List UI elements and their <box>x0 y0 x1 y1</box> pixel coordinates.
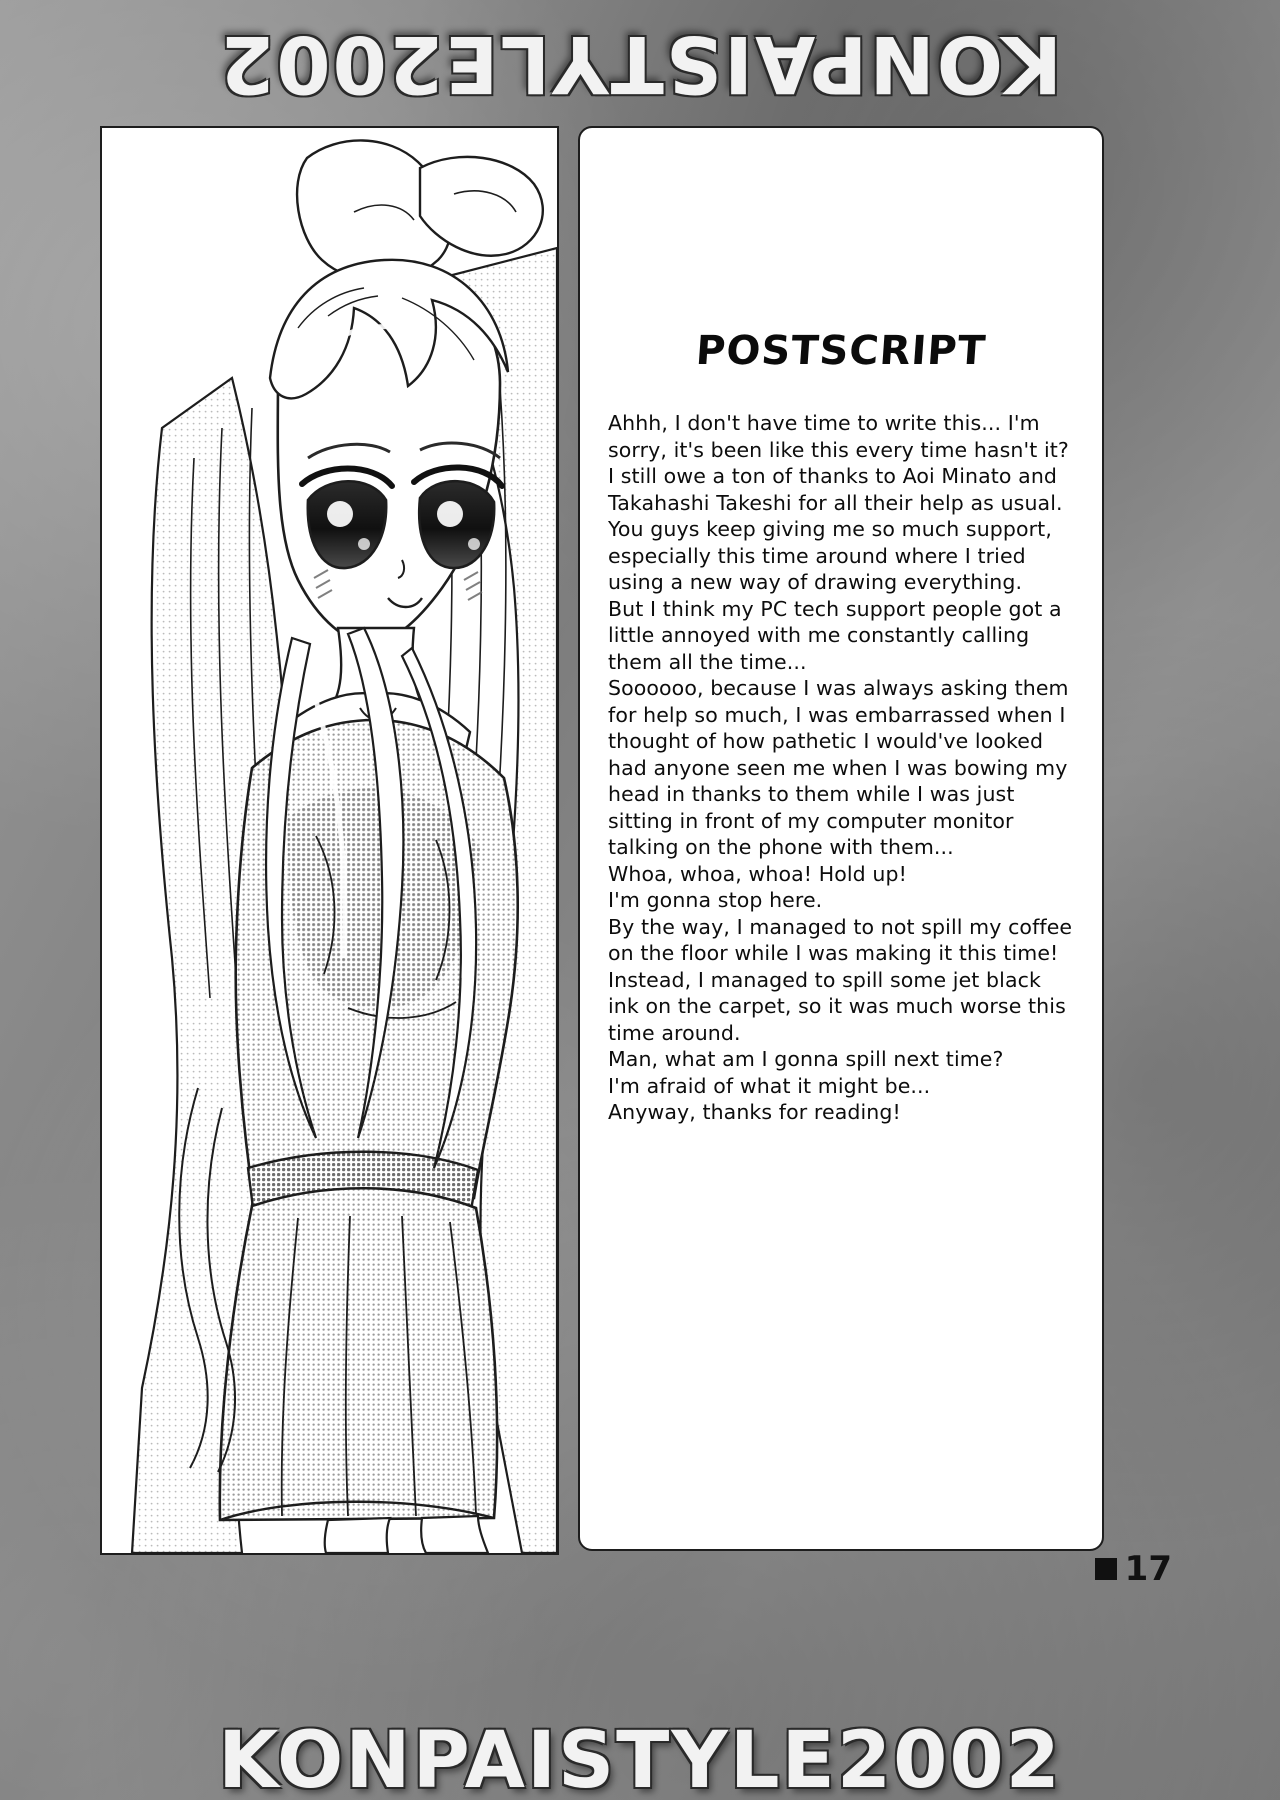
line-art-illustration <box>102 128 557 1553</box>
postscript-paragraph: Whoa, whoa, whoa! Hold up! <box>608 861 907 886</box>
postscript-paragraph: But I think my PC tech support people got a little annoyed with me constantly calling them all the time... <box>608 596 1062 674</box>
postscript-panel <box>578 126 1104 1551</box>
page-marker-square <box>1095 1558 1117 1580</box>
postscript-paragraph: Soooooo, because I was always asking them for help so much, I was embarrassed when I thought of how pathetic I would've looked had anyone seen me when I was bowing my head in thanks to them while I was just sitting in front of my computer monitor talking on the phone with them... <box>608 676 1069 859</box>
postscript-paragraph: Anyway, thanks for reading! <box>608 1100 901 1124</box>
postscript-paragraph: Man, what am I gonna spill next time? <box>608 1047 1004 1071</box>
postscript-paragraph: I'm afraid of what it might be... <box>608 1073 931 1098</box>
postscript-paragraph: By the way, I managed to not spill my coffee on the floor while I was making it this time! Instead, I managed to spill some jet black ink on the carpet, so it was much worse this time around. <box>608 914 1073 1045</box>
page-number-group <box>1095 1549 1172 1589</box>
page-number: 17 <box>1124 1549 1172 1589</box>
postscript-paragraph: I'm gonna stop here. <box>608 888 823 912</box>
postscript-paragraph: Ahhh, I don't have time to write this... I'm sorry, it's been like this every time hasn't it? I still owe a ton of thanks to Aoi Minato and Takahashi Takeshi for all their help as usual. <box>608 411 1069 515</box>
banner-title-top: KONPAISTYLE2002 <box>218 18 1062 108</box>
banner-title-bottom: KONPAISTYLE2002 <box>218 1716 1062 1800</box>
postscript-title: POSTSCRIPT <box>694 328 988 374</box>
postscript-paragraph: You guys keep giving me so much support, especially this time around where I tried using a new way of drawing everything. <box>608 517 1052 594</box>
postscript-body <box>608 410 1074 1126</box>
illustration-panel <box>100 126 559 1555</box>
